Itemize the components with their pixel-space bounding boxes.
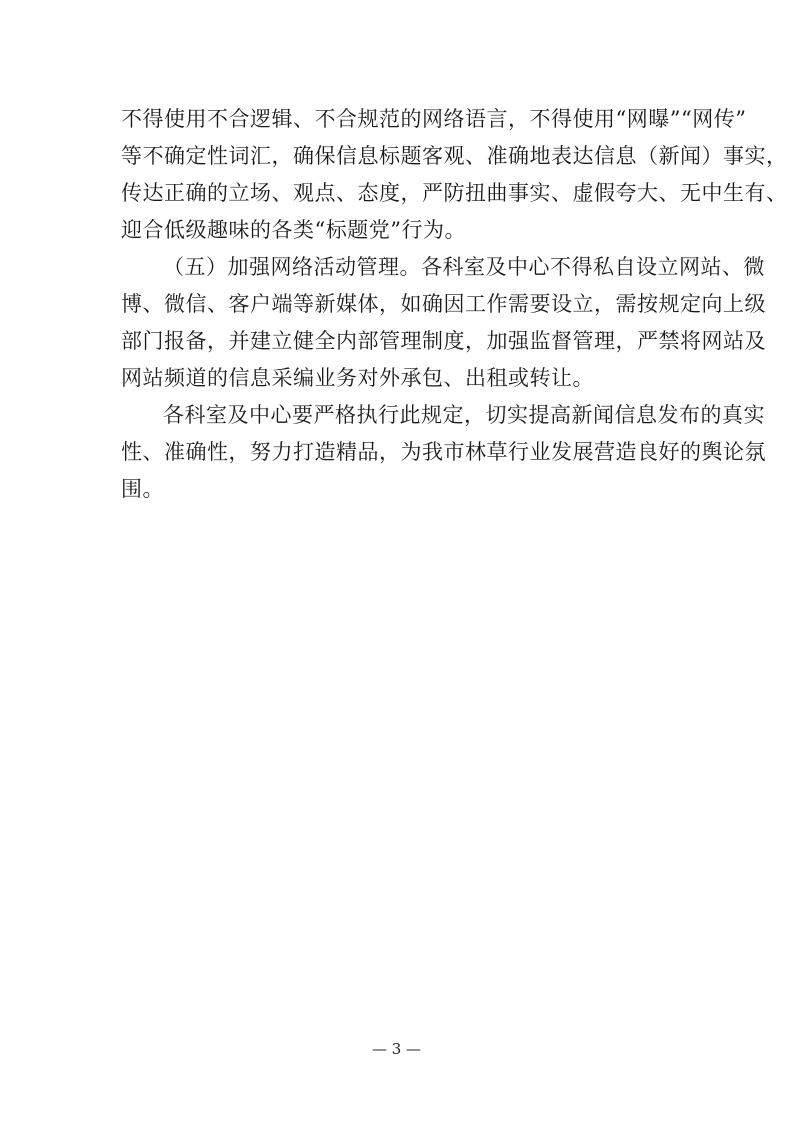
text-line: （五）加强网络活动管理。各科室及中心不得私自设立网站、微 [163,255,765,279]
paragraph-network-activity [121,249,766,397]
text-line: 迎合低级趣味的各类“标题党”行为。 [121,218,466,242]
text-line: 性、准确性，努力打造精品，为我市林草行业发展营造良好的舆论氛 [121,440,766,464]
paragraph-continuation [121,101,788,249]
text-line: 各科室及中心要严格执行此规定，切实提高新闻信息发布的真实 [163,403,765,427]
text-line: 等不确定性词汇，确保信息标题客观、准确地表达信息（新闻）事实， [121,144,788,168]
text-line: 部门报备，并建立健全内部管理制度，加强监督管理，严禁将网站及 [121,329,766,353]
text-line: 传达正确的立场、观点、态度，严防扭曲事实、虚假夸大、无中生有、 [121,181,788,205]
text-line: 博、微信、客户端等新媒体，如确因工作需要设立，需按规定向上级 [121,292,766,316]
text-line: 不得使用不合逻辑、不合规范的网络语言，不得使用“网曝”“网传” [121,107,747,131]
text-line: 网站频道的信息采编业务对外承包、出租或转让。 [121,366,594,390]
text-line: 围。 [121,477,164,501]
paragraph-closing [121,397,766,508]
document-body [121,101,788,508]
page-number: — 3 — [371,1040,422,1058]
